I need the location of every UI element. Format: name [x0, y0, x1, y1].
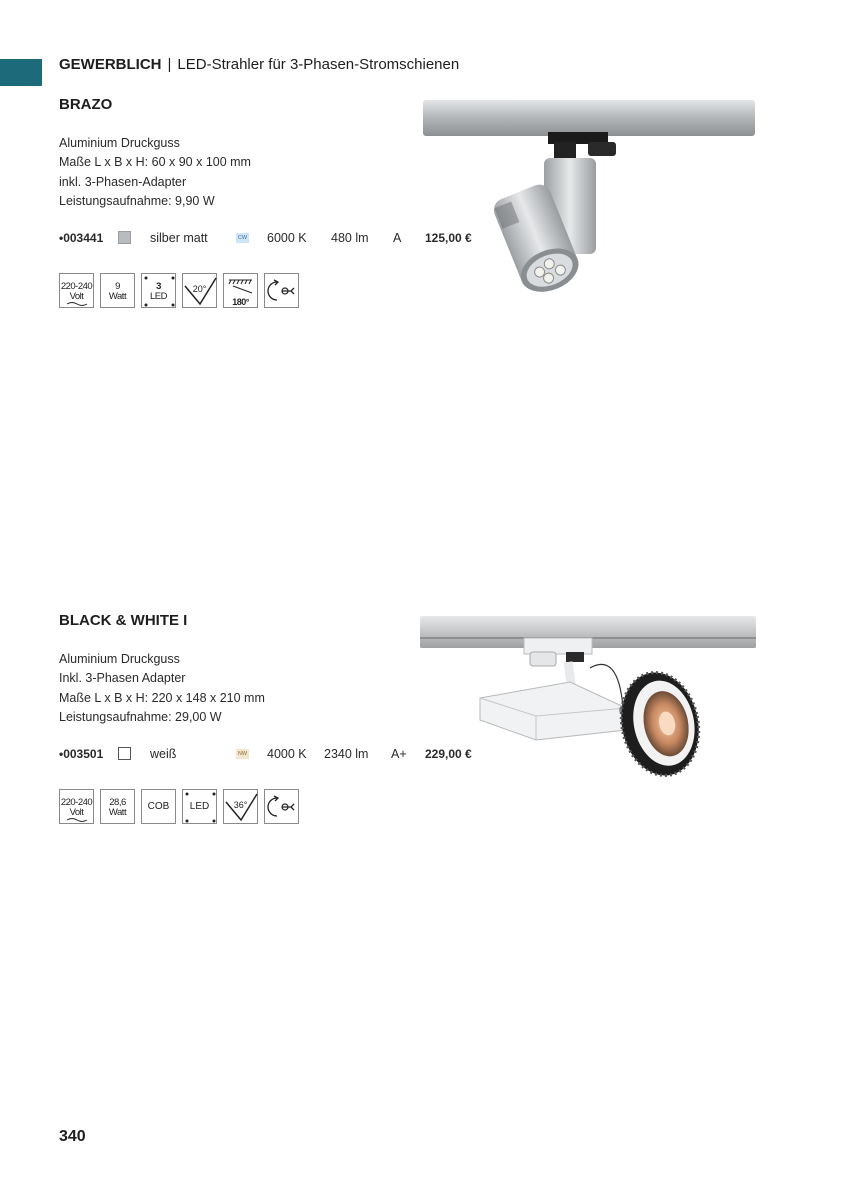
- color-name: weiß: [150, 747, 177, 761]
- page-number: 340: [59, 1128, 86, 1145]
- cob-icon: COB: [141, 789, 176, 824]
- beam-angle-icon: 20°: [182, 273, 217, 308]
- feature-icons: [59, 273, 304, 310]
- light-color-code: CW: [237, 235, 248, 241]
- desc-line: Maße L x B x H: 220 x 148 x 210 mm: [59, 690, 265, 705]
- product-image-black-white: [418, 612, 760, 787]
- product-title: BRAZO: [59, 96, 113, 113]
- luminous-flux: 2340 lm: [324, 747, 369, 761]
- color-temperature: 4000 K: [267, 747, 307, 761]
- desc-line: Maße L x B x H: 60 x 90 x 100 mm: [59, 155, 251, 170]
- desc-line: Aluminium Druckguss: [59, 652, 180, 666]
- feature-icons: [59, 789, 304, 826]
- article-number: •003441: [59, 231, 104, 245]
- product-image-brazo: [420, 96, 760, 306]
- color-swatch: [118, 747, 131, 760]
- beam-angle-icon: 36°: [223, 789, 258, 824]
- rotate-icon: [264, 273, 299, 308]
- article-number: •003501: [59, 747, 104, 761]
- watt-icon: 9 Watt: [100, 273, 135, 308]
- tilt-angle-icon: 180°: [223, 273, 258, 308]
- desc-line: inkl. 3-Phasen-Adapter: [59, 174, 187, 189]
- header-subtitle: LED-Strahler für 3-Phasen-Stromschienen: [177, 56, 460, 73]
- desc-line: Aluminium Druckguss: [59, 136, 180, 150]
- watt-icon: 28,6 Watt: [100, 789, 135, 824]
- header-separator: |: [167, 56, 172, 73]
- led-count-icon: 3 LED: [141, 273, 176, 308]
- product-description: [59, 650, 265, 728]
- color-swatch: [118, 231, 131, 244]
- voltage-icon: 220-240 Volt: [59, 273, 94, 308]
- desc-line: Leistungsaufnahme: 29,00 W: [59, 710, 222, 725]
- chapter-tab: [0, 59, 42, 86]
- header-category: GEWERBLICH: [59, 56, 162, 73]
- desc-line: Inkl. 3-Phasen Adapter: [59, 671, 186, 686]
- luminous-flux: 480 lm: [331, 231, 369, 245]
- color-temperature: 6000 K: [267, 231, 307, 245]
- energy-class: A: [393, 231, 402, 245]
- price: 125,00 €: [425, 231, 472, 245]
- page-header: [59, 56, 459, 73]
- price: 229,00 €: [425, 747, 472, 761]
- color-name: silber matt: [150, 231, 208, 245]
- energy-class: A+: [391, 747, 407, 761]
- desc-line: Leistungsaufnahme: 9,90 W: [59, 194, 215, 209]
- led-icon: LED: [182, 789, 217, 824]
- light-color-code: NW: [237, 751, 248, 757]
- product-description: [59, 134, 251, 212]
- product-title: BLACK & WHITE I: [59, 612, 188, 629]
- rotate-icon: [264, 789, 299, 824]
- voltage-icon: 220-240 Volt: [59, 789, 94, 824]
